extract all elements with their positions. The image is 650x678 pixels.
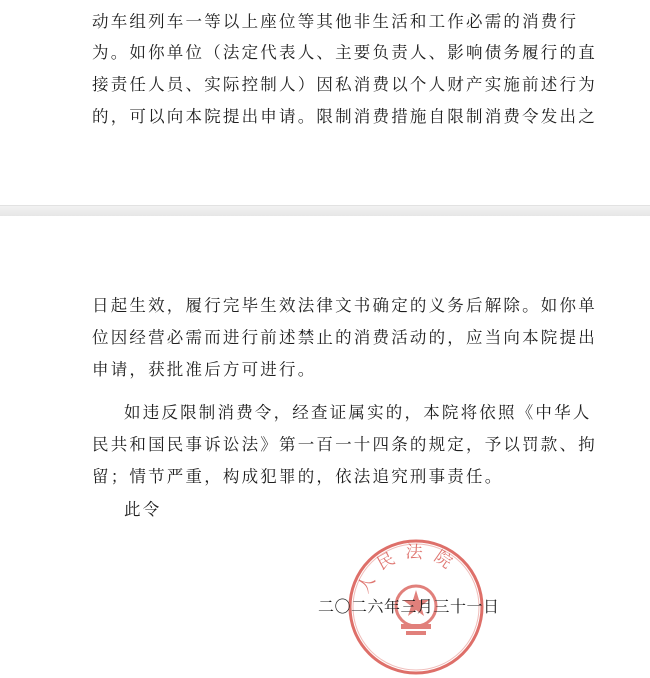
paragraph-line: 位因经营必需而进行前述禁止的消费活动的，应当向本院提出 xyxy=(92,328,597,347)
paragraph-line: 申请，获批准后方可进行。 xyxy=(92,360,317,379)
paragraph-line: 留；情节严重，构成犯罪的，依法追究刑事责任。 xyxy=(92,467,504,486)
svg-text:人民法院: 人民法院 xyxy=(353,542,464,597)
paragraph-line: 民共和国民事诉讼法》第一百一十四条的规定，予以罚款、拘 xyxy=(92,435,597,454)
paragraph-line: 日起生效，履行完毕生效法律文书确定的义务后解除。如你单 xyxy=(92,296,597,315)
paragraph-line: 如违反限制消费令，经查证属实的，本院将依照《中华人 xyxy=(124,403,592,422)
closing-line: 此令 xyxy=(124,500,162,519)
paragraph-line: 为。如你单位（法定代表人、主要负责人、影响债务履行的直 xyxy=(92,43,597,62)
document-page-1 xyxy=(0,0,650,205)
paragraph-line: 动车组列车一等以上座位等其他非生活和工作必需的消费行 xyxy=(92,12,579,31)
paragraph-line: 接责任人员、实际控制人）因私消费以个人财产实施前述行为 xyxy=(92,75,597,94)
document-date: 二〇二六年三月三十一日 xyxy=(318,597,500,616)
paragraph-line: 的，可以向本院提出申请。限制消费措施自限制消费令发出之 xyxy=(92,107,597,126)
